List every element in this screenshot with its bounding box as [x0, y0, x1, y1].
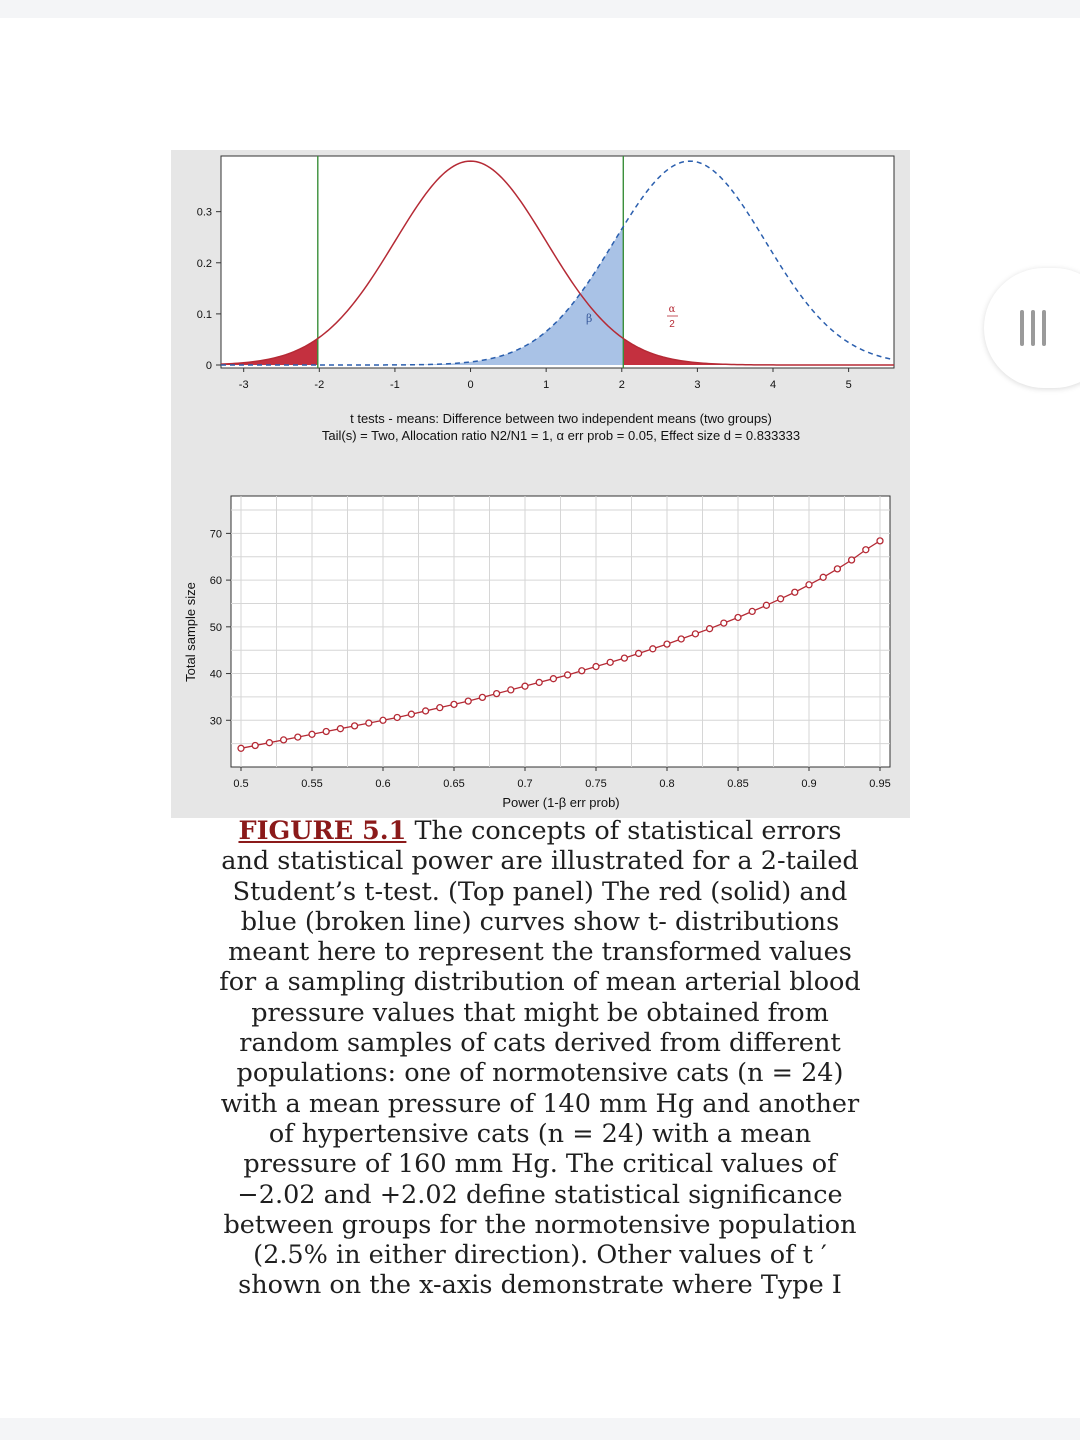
- y-tick-label: 30: [209, 715, 222, 728]
- data-point: [636, 650, 642, 656]
- data-point: [295, 734, 301, 740]
- data-point: [437, 705, 443, 711]
- data-point: [806, 582, 812, 588]
- x-tick-label: 0.75: [585, 778, 607, 790]
- caption-text: The concepts of statistical errors and statistical power are illustrated for a 2-tailed Student’s t-test. (Top panel) The red (solid) and blue (broken line) curves show t- distributions meant here to represent the transformed values for a sampling distribution of mean arterial blood pressure values that might be obtained from random samples of cats derived from different populations: one of normotensive cats (n = 24) with a mean pressure of 140 mm Hg and another of hypertensive cats (n = 24) with a mean pressure of 160 mm Hg. The critical values of −2.02 and +2.02 define statistical significance between groups for the normotensive population (2.5% in either direction). Other values of t ′ shown on the x-axis demonstrate where Type I: [219, 816, 861, 1301]
- data-point: [621, 655, 627, 661]
- data-point: [792, 589, 798, 595]
- data-point: [337, 726, 343, 732]
- data-point: [408, 711, 414, 717]
- data-point: [763, 602, 769, 608]
- data-point: [692, 631, 698, 637]
- data-point: [309, 731, 315, 737]
- data-point: [508, 687, 514, 693]
- figure-label-link[interactable]: FIGURE 5.1: [238, 816, 407, 846]
- data-point: [593, 664, 599, 670]
- x-tick-label: 0.95: [869, 778, 891, 790]
- data-point: [252, 743, 258, 749]
- data-point: [423, 708, 429, 714]
- data-point: [550, 676, 556, 682]
- figure-image: [171, 150, 910, 818]
- bottom-strip: [0, 1418, 1080, 1440]
- top-x-tick-label: 5: [845, 379, 852, 391]
- data-point: [877, 538, 883, 544]
- data-point: [522, 683, 528, 689]
- top-x-tick-label: -2: [314, 379, 325, 391]
- x-axis-label: Power (1-β err prob): [502, 795, 620, 810]
- data-point: [579, 668, 585, 674]
- y-tick-label: 50: [209, 621, 222, 634]
- data-point: [394, 714, 400, 720]
- data-point: [380, 717, 386, 723]
- y-tick-label: 40: [209, 668, 222, 681]
- data-point: [536, 679, 542, 685]
- data-point: [820, 574, 826, 580]
- vertical-bars-icon: [1020, 310, 1046, 346]
- top-x-tick-label: 4: [769, 379, 777, 391]
- x-tick-label: 0.65: [443, 778, 465, 790]
- x-tick-label: 0.5: [233, 778, 249, 790]
- data-point: [281, 737, 287, 743]
- top-x-tick-label: 1: [543, 379, 550, 391]
- top-y-tick-label: 0.2: [196, 257, 212, 270]
- data-point: [664, 641, 670, 647]
- top-y-tick-label: 0.1: [196, 308, 212, 321]
- top-x-tick-label: -3: [238, 379, 249, 391]
- top-status-strip: [0, 0, 1080, 18]
- x-tick-label: 0.85: [727, 778, 749, 790]
- data-point: [451, 701, 457, 707]
- data-point: [352, 723, 358, 729]
- top-x-tick-label: 3: [694, 379, 701, 391]
- data-point: [323, 728, 329, 734]
- data-point: [366, 720, 372, 726]
- figure-svg: [171, 150, 910, 818]
- data-point: [650, 646, 656, 652]
- top-y-tick-label: 0: [205, 360, 212, 372]
- data-point: [834, 566, 840, 572]
- x-tick-label: 0.7: [517, 778, 533, 790]
- data-point: [749, 608, 755, 614]
- data-point: [849, 557, 855, 563]
- data-point: [465, 698, 471, 704]
- x-tick-label: 0.6: [375, 778, 391, 790]
- x-tick-label: 0.8: [659, 778, 675, 790]
- y-tick-label: 60: [209, 575, 222, 588]
- alpha-numerator: α: [668, 304, 676, 315]
- x-tick-label: 0.9: [801, 778, 817, 790]
- top-x-tick-label: -1: [390, 379, 400, 391]
- data-point: [238, 745, 244, 751]
- x-tick-label: 0.55: [301, 778, 323, 790]
- figure-caption: [212, 816, 868, 1301]
- beta-label: β: [586, 312, 593, 325]
- data-point: [266, 740, 272, 746]
- data-point: [721, 620, 727, 626]
- data-point: [863, 547, 869, 553]
- y-tick-label: 70: [209, 528, 222, 541]
- distribution-panel: [197, 156, 894, 443]
- data-point: [494, 691, 500, 697]
- data-point: [735, 614, 741, 620]
- data-point: [607, 659, 613, 665]
- data-point: [678, 636, 684, 642]
- top-y-tick-label: 0.3: [196, 206, 212, 219]
- data-point: [778, 596, 784, 602]
- alpha-denominator: 2: [669, 319, 675, 330]
- test-description-line2: Tail(s) = Two, Allocation ratio N2/N1 = 1, α err prob = 0.05, Effect size d = 0.833333: [321, 428, 801, 443]
- test-description-line1: t tests - means: Difference between two independent means (two groups): [350, 411, 772, 426]
- data-point: [707, 626, 713, 632]
- top-x-tick-label: 0: [467, 379, 474, 391]
- data-point: [479, 694, 485, 700]
- data-point: [565, 672, 571, 678]
- top-x-tick-label: 2: [618, 379, 625, 391]
- menu-button[interactable]: [984, 268, 1080, 388]
- y-axis-label: Total sample size: [183, 582, 198, 682]
- power-chart: [183, 496, 891, 810]
